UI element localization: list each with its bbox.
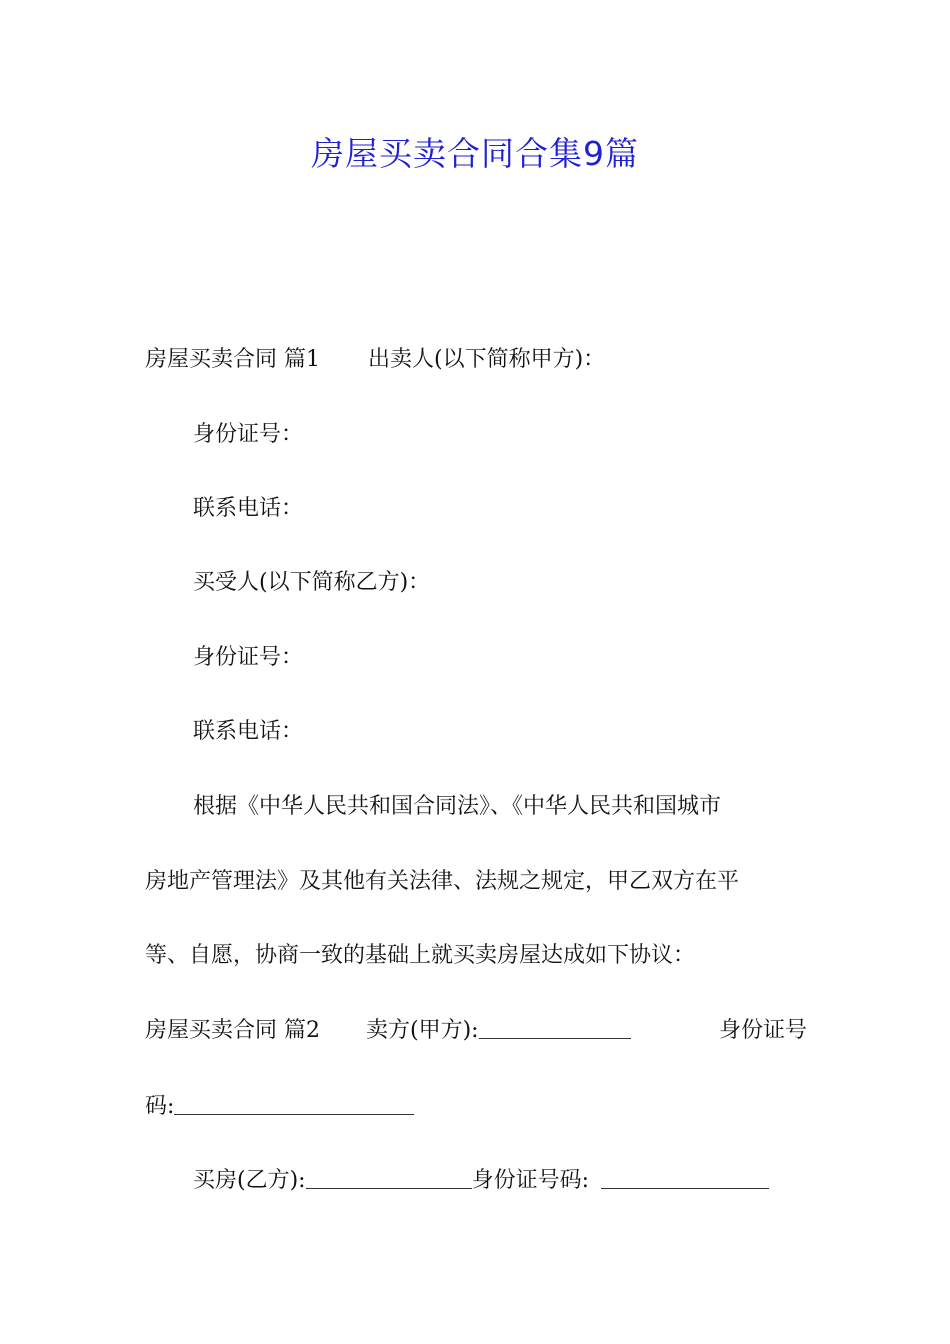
document-title: 房屋买卖合同合集9篇 [311, 134, 639, 173]
buyer-phone-line: 联系电话： [193, 719, 304, 744]
basis-paragraph-line-1: 根据《中华人民共和国合同法》、《中华人民共和国城市 [193, 794, 722, 819]
buyer-line: 买受人(以下简称乙方)： [193, 570, 431, 595]
buyer-label-2: 买房(乙方): [193, 1168, 306, 1193]
section-1-heading: 房屋买卖合同 篇1 [145, 347, 320, 372]
seller-id-continuation-line [145, 1092, 807, 1122]
basis-paragraph-line-3: 等、自愿，协商一致的基础上就买卖房屋达成如下协议： [145, 943, 696, 968]
section-2-heading-group [145, 1016, 631, 1046]
seller-name-blank [479, 1018, 631, 1039]
section-2-first-line [145, 1016, 807, 1046]
seller-phone-line: 联系电话： [193, 496, 304, 521]
seller-id-blank [174, 1094, 414, 1115]
seller-label-2: 卖方(甲方): [366, 1018, 479, 1043]
seller-label: 出卖人(以下简称甲方)： [368, 347, 606, 372]
buyer-name-blank [306, 1168, 472, 1189]
buyer-id-label-2: 身份证号码: [471, 1168, 590, 1193]
seller-id-label-part1: 身份证号 [718, 1018, 807, 1043]
seller-id-line: 身份证号： [193, 422, 304, 447]
section-2-heading: 房屋买卖合同 篇2 [145, 1018, 320, 1043]
section-1-first-line [145, 345, 807, 375]
basis-paragraph-line-2: 房地产管理法》及其他有关法律、法规之规定，甲乙双方在平 [145, 869, 740, 894]
buyer-id-line: 身份证号： [193, 645, 304, 670]
buyer-id-blank [601, 1168, 769, 1189]
seller-id-label-part2: 码: [145, 1094, 175, 1119]
buyer-line-2 [193, 1166, 807, 1196]
